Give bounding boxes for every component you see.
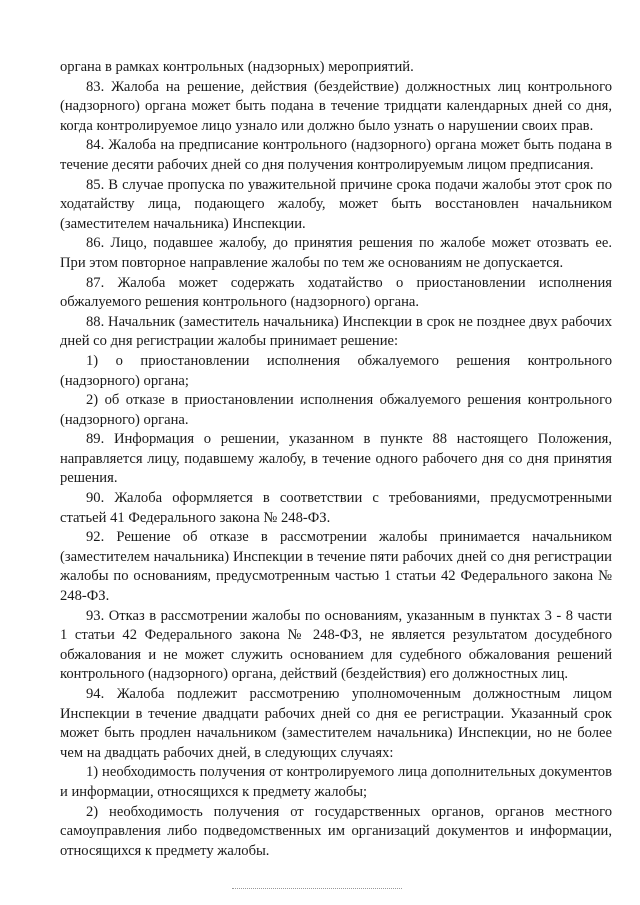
paragraph-87: 87. Жалоба может содержать ходатайство о приостановлении исполнения обжалуемого решения контрольного (надзорного) органа. [60, 274, 612, 311]
paragraph-88-item-1: 1) о приостановлении исполнения обжалуемого решения контрольного (надзорного) органа; [60, 352, 612, 389]
paragraph-93: 93. Отказ в рассмотрении жалобы по основаниям, указанным в пунктах 3 - 8 части 1 статьи 42 Федерального закона № 248-ФЗ, не является результатом досудебного обжалования и не может служить основанием для судебного обжалования решений контрольного (надзорного) органа, действий (бездействия) его должностных лиц. [60, 607, 612, 683]
scan-artifact-line [232, 888, 402, 889]
paragraph-84: 84. Жалоба на предписание контрольного (надзорного) органа может быть подана в течение десяти рабочих дней со дня получения контролируемым лицом предписания. [60, 137, 612, 173]
paragraph-85: 85. В случае пропуска по уважительной причине срока подачи жалобы этот срок по ходатайству лица, подающего жалобу, может быть восстановлен начальником (заместителем начальника) Инспекции. [60, 176, 612, 232]
paragraph-83: 83. Жалоба на решение, действия (бездействие) должностных лиц контрольного (надзорного) органа может быть подана в течение тридцати календарных дней со дня, когда контролируемое лицо узнало или должно было узнать о нарушении своих прав. [60, 78, 612, 134]
paragraph-86: 86. Лицо, подавшее жалобу, до принятия решения по жалобе может отозвать ее. При этом повторное направление жалобы по тем же основаниям не допускается. [60, 235, 612, 271]
paragraph-continuation: органа в рамках контрольных (надзорных) мероприятий. [60, 59, 414, 75]
paragraph-88-item-2: 2) об отказе в приостановлении исполнения обжалуемого решения контрольного (надзорного) органа. [60, 392, 612, 428]
paragraph-92: 92. Решение об отказе в рассмотрении жалобы принимается начальником (заместителем начальника) Инспекции в течение пяти рабочих дней со дня регистрации жалобы по основаниям, предусмотренным частью 1 статьи 42 Федерального закона № 248-ФЗ. [60, 529, 612, 605]
paragraph-94: 94. Жалоба подлежит рассмотрению уполномоченным должностным лицом Инспекции в течение двадцати рабочих дней со дня ее регистрации. Указанный срок может быть продлен начальником (заместителем начальника) Инспекции, но не более чем на двадцать рабочих дней, в следующих случаях: [60, 686, 612, 761]
paragraph-94-item-1: 1) необходимость получения от контролируемого лица дополнительных документов и информации, относящихся к предмету жалобы; [60, 764, 612, 800]
document-page [60, 58, 612, 861]
paragraph-90: 90. Жалоба оформляется в соответствии с требованиями, предусмотренными статьей 41 Федерального закона № 248-ФЗ. [60, 490, 612, 526]
paragraph-89: 89. Информация о решении, указанном в пункте 88 настоящего Положения, направляется лицу, подавшему жалобу, в течение одного рабочего дня со дня принятия решения. [60, 431, 612, 487]
paragraph-94-item-2: 2) необходимость получения от государственных органов, органов местного самоуправления либо подведомственных им организаций документов и информации, относящихся к предмету жалобы. [60, 803, 612, 859]
paragraph-88: 88. Начальник (заместитель начальника) Инспекции в срок не позднее двух рабочих дней со дня регистрации жалобы принимает решение: [60, 313, 612, 350]
